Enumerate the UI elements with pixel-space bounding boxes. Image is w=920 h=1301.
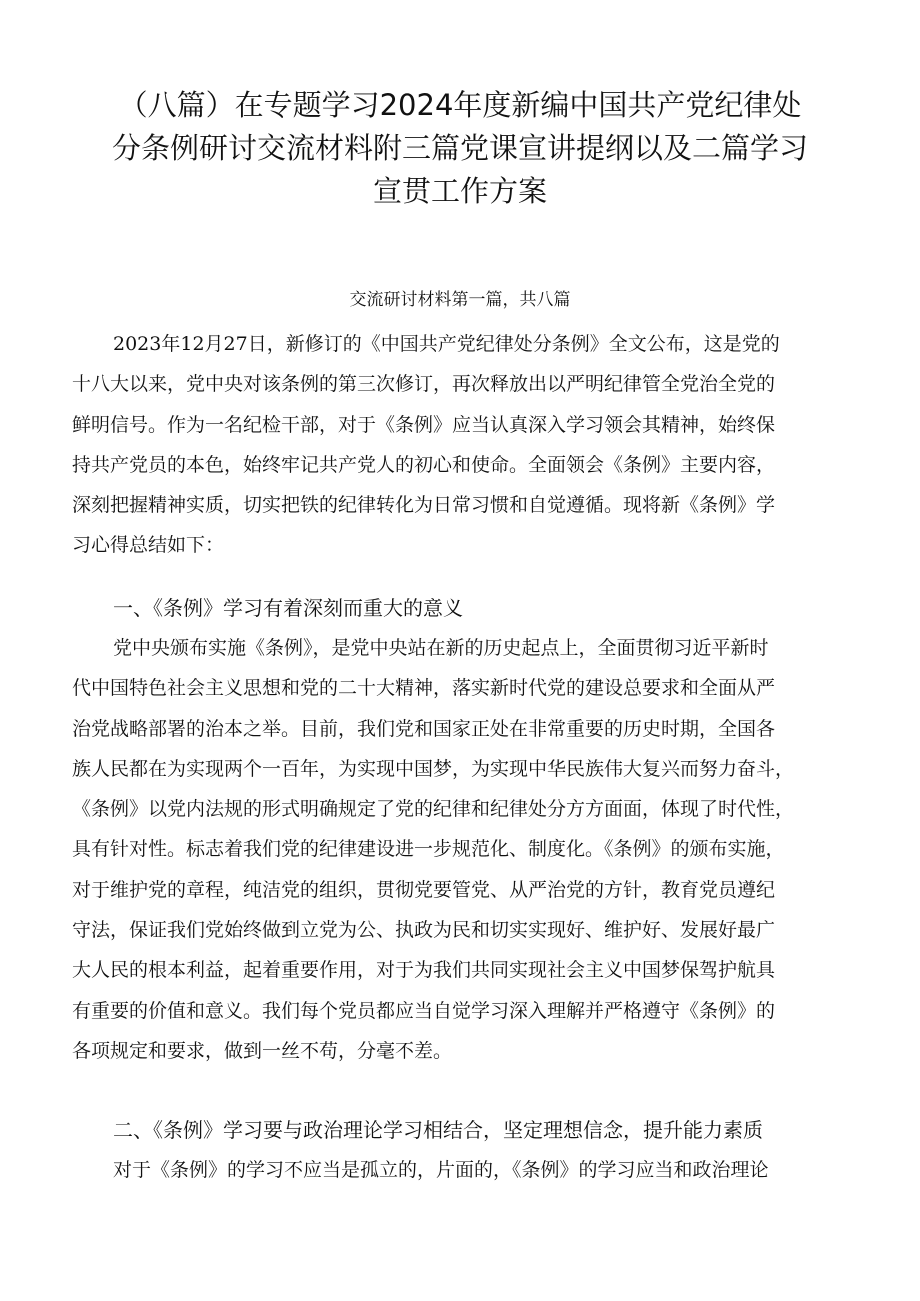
section-heading-2: 二、《条例》学习要与政治理论学习相结合，坚定理想信念，提升能力素质	[113, 1118, 763, 1142]
text-line: 对于维护党的章程，纯洁党的组织，贯彻党要管党、从严治党的方针，教育党员遵纪	[72, 878, 776, 901]
paragraph-intro	[72, 324, 850, 566]
text-line: 族人民都在为实现两个一百年，为实现中国梦，为实现中华民族伟大复兴而努力奋斗，	[72, 757, 795, 780]
text-line: 持共产党员的本色，始终牢记共产党人的初心和使命。全面领会《条例》主要内容，	[72, 453, 776, 476]
title-line: （八篇）在专题学习2024年度新编中国共产党纪律处	[118, 88, 802, 122]
section-heading-1: 一、《条例》学习有着深刻而重大的意义	[113, 596, 463, 620]
paragraph-significance	[72, 628, 850, 1071]
text-line: 党中央颁布实施《条例》，是党中央站在新的历史起点上，全面贯彻习近平新时	[113, 637, 769, 659]
text-line: 对于《条例》的学习不应当是孤立的，片面的，《条例》的学习应当和政治理论	[113, 1159, 769, 1181]
text-line: 治党战略部署的治本之举。目前，我们党和国家正处在非常重要的历史时期，全国各	[72, 717, 776, 740]
text-line: 代中国特色社会主义思想和党的二十大精神，落实新时代党的建设总要求和全面从严	[72, 677, 776, 700]
text-line: 深刻把握精神实质，切实把铁的纪律转化为日常习惯和自觉遵循。现将新《条例》学	[72, 494, 776, 517]
text-line: 2023年12月27日，新修订的《中国共产党纪律处分条例》全文公布，这是党的	[113, 333, 780, 355]
text-line: 大人民的根本利益，起着重要作用，对于为我们共同实现社会主义中国梦保驾护航具	[72, 959, 776, 982]
text-line: 守法，保证我们党始终做到立党为公、执政为民和切实实现好、维护好、发展好最广	[72, 919, 776, 942]
text-line: 各项规定和要求，做到一丝不苟，分毫不差。	[72, 1039, 453, 1062]
text-line: 《条例》以党内法规的形式明确规定了党的纪律和纪律处分方方面面，体现了时代性，	[72, 798, 795, 821]
document-title	[100, 84, 820, 213]
text-line: 十八大以来，党中央对该条例的第三次修订，再次释放出以严明纪律管全党治全党的	[72, 373, 776, 396]
text-line: 习心得总结如下：	[72, 534, 225, 557]
text-line: 鲜明信号。作为一名纪检干部，对于《条例》应当认真深入学习领会其精神，始终保	[72, 413, 776, 436]
text-line: 有重要的价值和意义。我们每个党员都应当自觉学习深入理解并严格遵守《条例》的	[72, 999, 776, 1022]
text-line: 具有针对性。标志着我们党的纪律建设进一步规范化、制度化。《条例》的颁布实施，	[72, 838, 785, 861]
title-line: 分条例研讨交流材料附三篇党课宣讲提纲以及二篇学习	[111, 131, 808, 165]
title-line: 宣贯工作方案	[372, 174, 547, 208]
document-subtitle: 交流研讨材料第一篇，共八篇	[349, 290, 571, 310]
paragraph-theory	[72, 1150, 850, 1190]
